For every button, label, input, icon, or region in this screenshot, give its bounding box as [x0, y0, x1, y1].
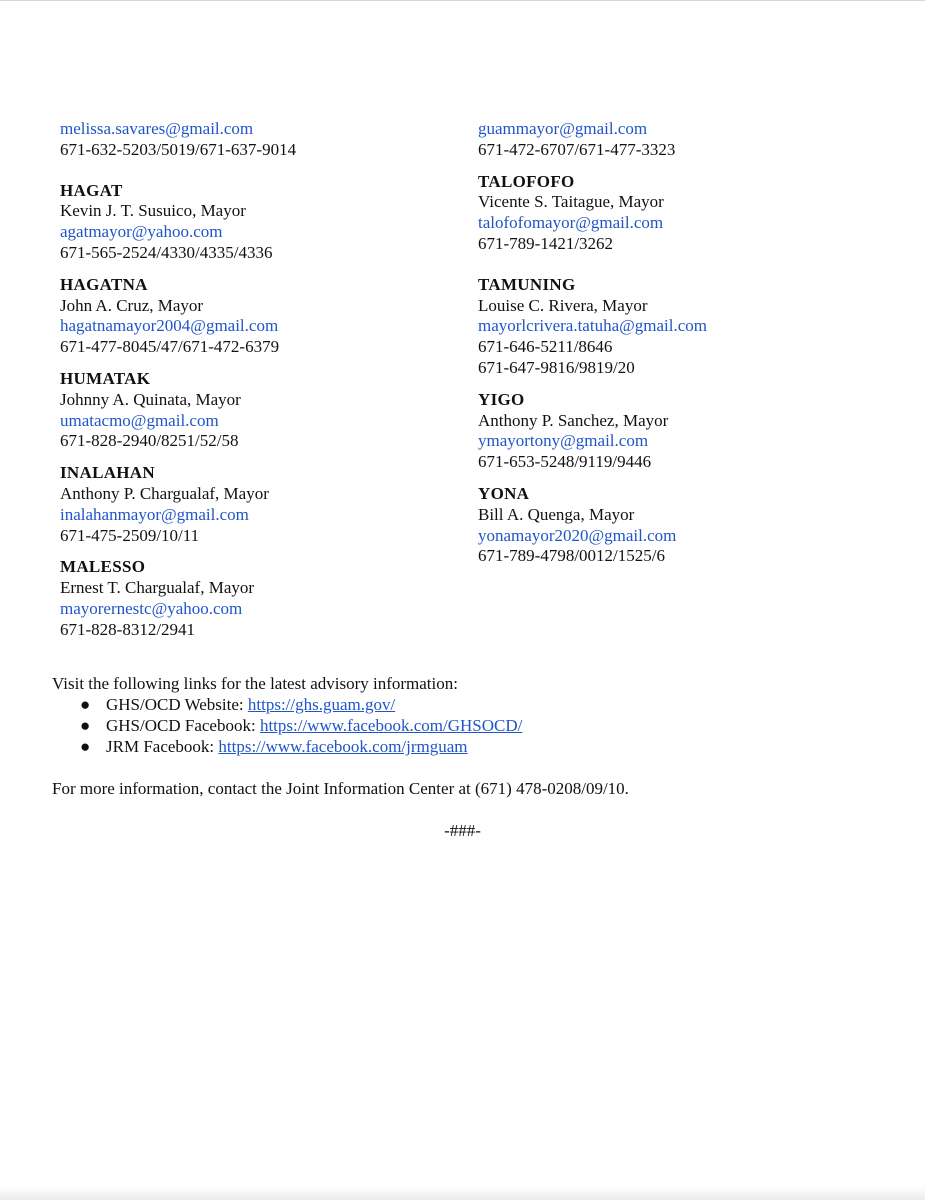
contact-entry-hagatna: [60, 275, 460, 358]
phone-number: 671-653-5248/9119/9446: [478, 452, 652, 472]
link-label: GHS/OCD Website:: [106, 695, 248, 714]
bullet-icon: ●: [80, 737, 91, 756]
list-item: [52, 736, 872, 757]
jrm-facebook-link[interactable]: https://www.facebook.com/jrmguam: [218, 737, 468, 756]
contact-entry-hagat: [60, 181, 460, 264]
email-link[interactable]: ymayortony@gmail.com: [478, 431, 649, 451]
town-name: YONA: [478, 483, 530, 503]
phone-number: 671-475-2509/10/11: [60, 525, 200, 545]
list-item: [52, 694, 872, 715]
phone-number-secondary: 671-647-9816/9819/20: [478, 357, 635, 377]
contact-entry-malesso: [60, 557, 460, 640]
bullet-icon: ●: [80, 695, 91, 714]
link-label: GHS/OCD Facebook:: [106, 716, 260, 735]
end-mark: -###-: [444, 821, 481, 840]
phone-number: 671-789-1421/3262: [478, 233, 614, 253]
email-link[interactable]: melissa.savares@gmail.com: [60, 119, 254, 138]
email-link[interactable]: talofofomayor@gmail.com: [478, 213, 664, 233]
mayor-name: Anthony P. Sanchez, Mayor: [478, 410, 669, 430]
phone-number: 671-828-8312/2941: [60, 619, 196, 639]
email-link[interactable]: yonamayor2020@gmail.com: [478, 525, 677, 545]
phone-number: 671-632-5203/5019/671-637-9014: [60, 139, 297, 159]
town-name: TALOFOFO: [478, 171, 575, 191]
town-name: TAMUNING: [478, 274, 576, 294]
ghs-facebook-link[interactable]: https://www.facebook.com/GHSOCD/: [259, 716, 523, 735]
right-column: [478, 119, 898, 567]
email-link[interactable]: mayorernestc@yahoo.com: [60, 598, 243, 618]
phone-number: 671-789-4798/0012/1525/6: [478, 546, 665, 566]
town-name: YIGO: [478, 389, 525, 409]
email-link[interactable]: inalahanmayor@gmail.com: [60, 504, 249, 524]
mayor-name: John A. Cruz, Mayor: [60, 295, 204, 315]
top-divider: [0, 0, 925, 1]
contact-entry-talofofo: [478, 172, 898, 255]
contact-info: For more information, contact the Joint Information Center at (671) 478-0208/09/10.: [52, 779, 629, 798]
left-column: [60, 119, 460, 641]
bullet-icon: ●: [80, 716, 91, 735]
email-link[interactable]: hagatnamayor2004@gmail.com: [60, 316, 279, 336]
ghs-website-link[interactable]: https://ghs.guam.gov/: [247, 695, 396, 714]
town-name: INALAHAN: [60, 463, 155, 483]
contact-entry-tamuning: [478, 275, 898, 379]
mayor-name: Louise C. Rivera, Mayor: [478, 295, 648, 315]
contact-entry-yigo: [478, 390, 898, 473]
email-link[interactable]: guammayor@gmail.com: [478, 119, 648, 138]
contact-entry: [478, 119, 898, 161]
advisory-link-list: [52, 694, 872, 757]
contact-entry-yona: [478, 484, 898, 567]
advisory-section: [52, 673, 872, 757]
mayor-name: Vicente S. Taitague, Mayor: [478, 192, 664, 212]
mayor-name: Ernest T. Chargualaf, Mayor: [60, 578, 255, 598]
email-link[interactable]: mayorlcrivera.tatuha@gmail.com: [478, 316, 708, 336]
mayor-name: Johnny A. Quinata, Mayor: [60, 389, 241, 409]
phone-number: 671-828-2940/8251/52/58: [60, 431, 239, 451]
town-name: HAGATNA: [60, 274, 148, 294]
town-name: HAGAT: [60, 180, 123, 200]
phone-number: 671-646-5211/8646: [478, 337, 613, 357]
phone-number: 671-472-6707/671-477-3323: [478, 139, 676, 159]
contact-entry: [60, 119, 460, 161]
town-name: HUMATAK: [60, 368, 151, 388]
contact-entry-inalahan: [60, 463, 460, 546]
page-bottom-shadow: [0, 1186, 925, 1200]
mayor-name: Bill A. Quenga, Mayor: [478, 504, 635, 524]
advisory-intro: Visit the following links for the latest advisory information:: [52, 674, 458, 693]
phone-number: 671-565-2524/4330/4335/4336: [60, 242, 273, 262]
email-link[interactable]: agatmayor@yahoo.com: [60, 222, 223, 242]
list-item: [52, 715, 872, 736]
town-name: MALESSO: [60, 557, 146, 577]
mayor-name: Anthony P. Chargualaf, Mayor: [60, 483, 269, 503]
mayor-name: Kevin J. T. Susuico, Mayor: [60, 201, 246, 221]
email-link[interactable]: umatacmo@gmail.com: [60, 410, 219, 430]
phone-number: 671-477-8045/47/671-472-6379: [60, 337, 280, 357]
contact-entry-humatak: [60, 369, 460, 452]
link-label: JRM Facebook:: [106, 737, 219, 756]
